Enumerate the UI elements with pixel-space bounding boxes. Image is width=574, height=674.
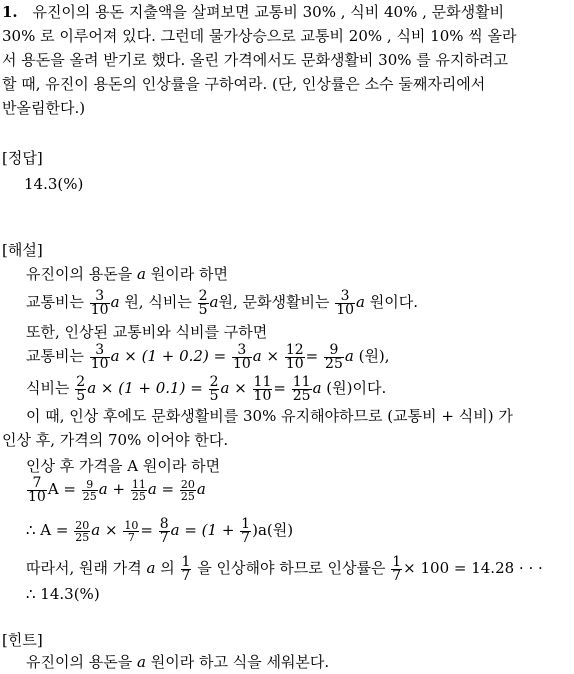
problem-line-5: 반올림한다.) bbox=[2, 99, 86, 117]
fraction: $\frac{9}{25}$ bbox=[325, 341, 343, 372]
fraction: $\frac{1}{7}$ bbox=[241, 515, 251, 546]
solution-line-10: ∴ A = $\frac{20}{25}$ a × $\frac{10}{7}$ = $\frac{8}{7}$ a = (1 + $\frac{1}{7}$ )a(원) bbox=[26, 515, 294, 546]
problem-line-3: 서 용돈을 올려 받기로 했다. 올린 가격에서도 문화생활비 30% 를 유지하려고 bbox=[2, 51, 509, 69]
hint-heading: [힌트] bbox=[2, 631, 43, 649]
solution-line-3: 또한, 인상된 교통비와 식비를 구하면 bbox=[26, 323, 268, 341]
solution-line-1: 유진이의 용돈을 a 원이라 하면 bbox=[26, 265, 228, 283]
solution-heading: [해설] bbox=[2, 241, 43, 259]
problem-line-1: 1. 유진이의 용돈 지출액을 살펴보면 교통비 30% , 식비 40% , 문화생활비 bbox=[2, 3, 505, 21]
answer-value: 14.3(%) bbox=[24, 175, 84, 193]
solution-line-2: 교통비는 $\frac{3}{10}$ a 원, 식비는 $\frac{2}{5}$ a원, 문화생활비는 $\frac{3}{10}$ a 원이다. bbox=[26, 287, 419, 318]
solution-line-5: 식비는 $\frac{2}{5}$ a × (1 + 0.1) = $\frac{2}{5}$ a × $\frac{11}{10}$ = $\frac{11}{25}$ a (원)이다. bbox=[26, 373, 387, 404]
hint-text: 유진이의 용돈을 a 원이라 하고 식을 세워본다. bbox=[26, 653, 330, 671]
fraction: $\frac{9}{25}$ bbox=[82, 477, 97, 503]
fraction: $\frac{20}{25}$ bbox=[180, 477, 195, 503]
fraction: $\frac{3}{10}$ bbox=[336, 287, 355, 318]
solution-line-4: 교통비는 $\frac{3}{10}$ a × (1 + 0.2) = $\frac{3}{10}$ a × $\frac{12}{10}$ = $\frac{9}{25}$ a (원), bbox=[26, 341, 390, 372]
fraction: $\frac{2}{5}$ bbox=[209, 373, 219, 404]
fraction: $\frac{3}{10}$ bbox=[90, 341, 109, 372]
fraction: $\frac{11}{10}$ bbox=[253, 373, 272, 404]
solution-line-6: 이 때, 인상 후에도 문화생활비를 30% 유지해야하므로 (교통비 + 식비) 가 bbox=[26, 407, 513, 425]
problem-number: 1. bbox=[2, 3, 18, 21]
fraction: $\frac{11}{25}$ bbox=[292, 373, 311, 404]
fraction: $\frac{2}{5}$ bbox=[76, 373, 86, 404]
solution-line-9: $\frac{7}{10}$ A = $\frac{9}{25}$ a + $\frac{11}{25}$ a = $\frac{20}{25}$ a bbox=[28, 474, 206, 505]
solution-line-8: 인상 후 가격을 A 원이라 하면 bbox=[26, 457, 221, 475]
fraction: $\frac{3}{10}$ bbox=[90, 287, 109, 318]
fraction: $\frac{7}{10}$ bbox=[28, 474, 46, 505]
fraction: $\frac{1}{7}$ bbox=[181, 553, 191, 584]
fraction: $\frac{11}{25}$ bbox=[131, 477, 146, 503]
fraction: $\frac{12}{10}$ bbox=[285, 341, 304, 372]
fraction: $\frac{2}{5}$ bbox=[198, 287, 208, 318]
fraction: $\frac{10}{7}$ bbox=[124, 518, 139, 544]
solution-line-11: 따라서, 원래 가격 a 의 $\frac{1}{7}$ 을 인상해야 하므로 인상률은 $\frac{1}{7}$ × 100 = 14.28 · · · bbox=[26, 553, 543, 584]
fraction: $\frac{1}{7}$ bbox=[392, 553, 402, 584]
solution-line-12: ∴ 14.3(%) bbox=[26, 585, 100, 603]
fraction: $\frac{8}{7}$ bbox=[159, 515, 169, 546]
problem-line-2: 30% 로 이루어져 있다. 그런데 물가상승으로 교통비 20% , 식비 10% 씩 올라 bbox=[2, 27, 517, 45]
fraction: $\frac{20}{25}$ bbox=[75, 518, 90, 544]
solution-line-7: 인상 후, 가격의 70% 이어야 한다. bbox=[2, 431, 229, 449]
answer-heading: [정답] bbox=[2, 149, 43, 167]
problem-line-4: 할 때, 유진이 용돈의 인상률을 구하여라. (단, 인상률은 소수 둘째자리에서 bbox=[2, 75, 486, 93]
fraction: $\frac{3}{10}$ bbox=[232, 341, 251, 372]
